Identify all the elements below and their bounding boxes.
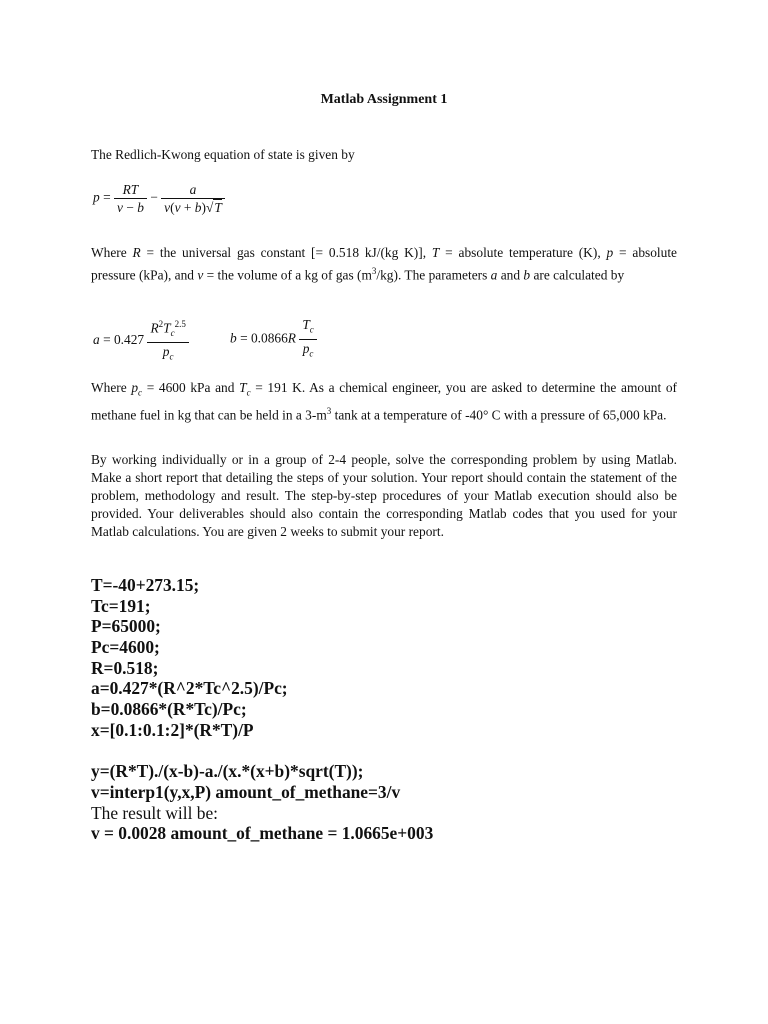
code-line: a=0.427*(R^2*Tc^2.5)/Pc;	[91, 678, 288, 699]
matlab-code-block	[91, 575, 691, 844]
code-line: R=0.518;	[91, 657, 159, 678]
code-line: T=-40+273.15;	[91, 575, 200, 595]
intro-paragraph: The Redlich-Kwong equation of state is given by	[91, 147, 355, 162]
critical-properties-paragraph: Where $p_c = 4600$ kPa and $T_c = 191$ K. As a chemical engineer, you are asked to determine the amount of methane fuel in kg that can be held in a $3-m^3$ tank at a temperature of -40° C with a pressure of 65,000 kPa.	[91, 380, 677, 423]
redlich-kwong-equation: p = $\frac{RT}{v - b}$ − $\frac{a}{v(v + b)√T}$	[93, 181, 225, 216]
code-line	[91, 741, 691, 762]
code-line: b=0.0866*(R*Tc)/Pc;	[91, 699, 247, 720]
parameter-a-equation: a = 0.427 $\frac{R^2T_c^{2.5}}{p_c}$	[93, 316, 189, 366]
result-label: The result will be:	[91, 802, 219, 823]
code-line: y=(R*T)./(x-b)-a./(x.*(x+b)*sqrt(T));	[91, 761, 364, 782]
result-value: v = 0.0028 amount_of_methane = 1.0665e+003	[91, 823, 434, 844]
code-line: Tc=191;	[91, 595, 151, 616]
parameter-b-equation: b = 0.0866R $\frac{T_c}{p_c}$	[230, 316, 317, 362]
code-line: P=65000;	[91, 616, 161, 637]
code-line: v=interp1(y,x,P) amount_of_methane=3/v	[91, 781, 401, 802]
code-line: Pc=4600;	[91, 637, 160, 658]
document-title: Matlab Assignment 1	[320, 92, 448, 107]
variables-paragraph: Where R = the universal gas constant [= 0.518 kJ/(kg K)], T = absolute temperature (K), p = absolute pressure (kPa), and v = the volume of a kg of gas $(m^3/kg)$. The parameters a and b are calculated by	[91, 245, 677, 283]
code-line: x=[0.1:0.1:2]*(R*T)/P	[91, 719, 254, 740]
instructions-paragraph: By working individually or in a group of 2-4 people, solve the corresponding problem by using Matlab. Make a short report that detailing the steps of your solution. Your report should contain the statement of the problem, methodology and result. The step-by-step procedures of your Matlab execution should also be provided. Your deliverables should also contain the corresponding Matlab codes that you used for your Matlab calculations. You are given 2 weeks to submit your report.	[91, 452, 677, 539]
